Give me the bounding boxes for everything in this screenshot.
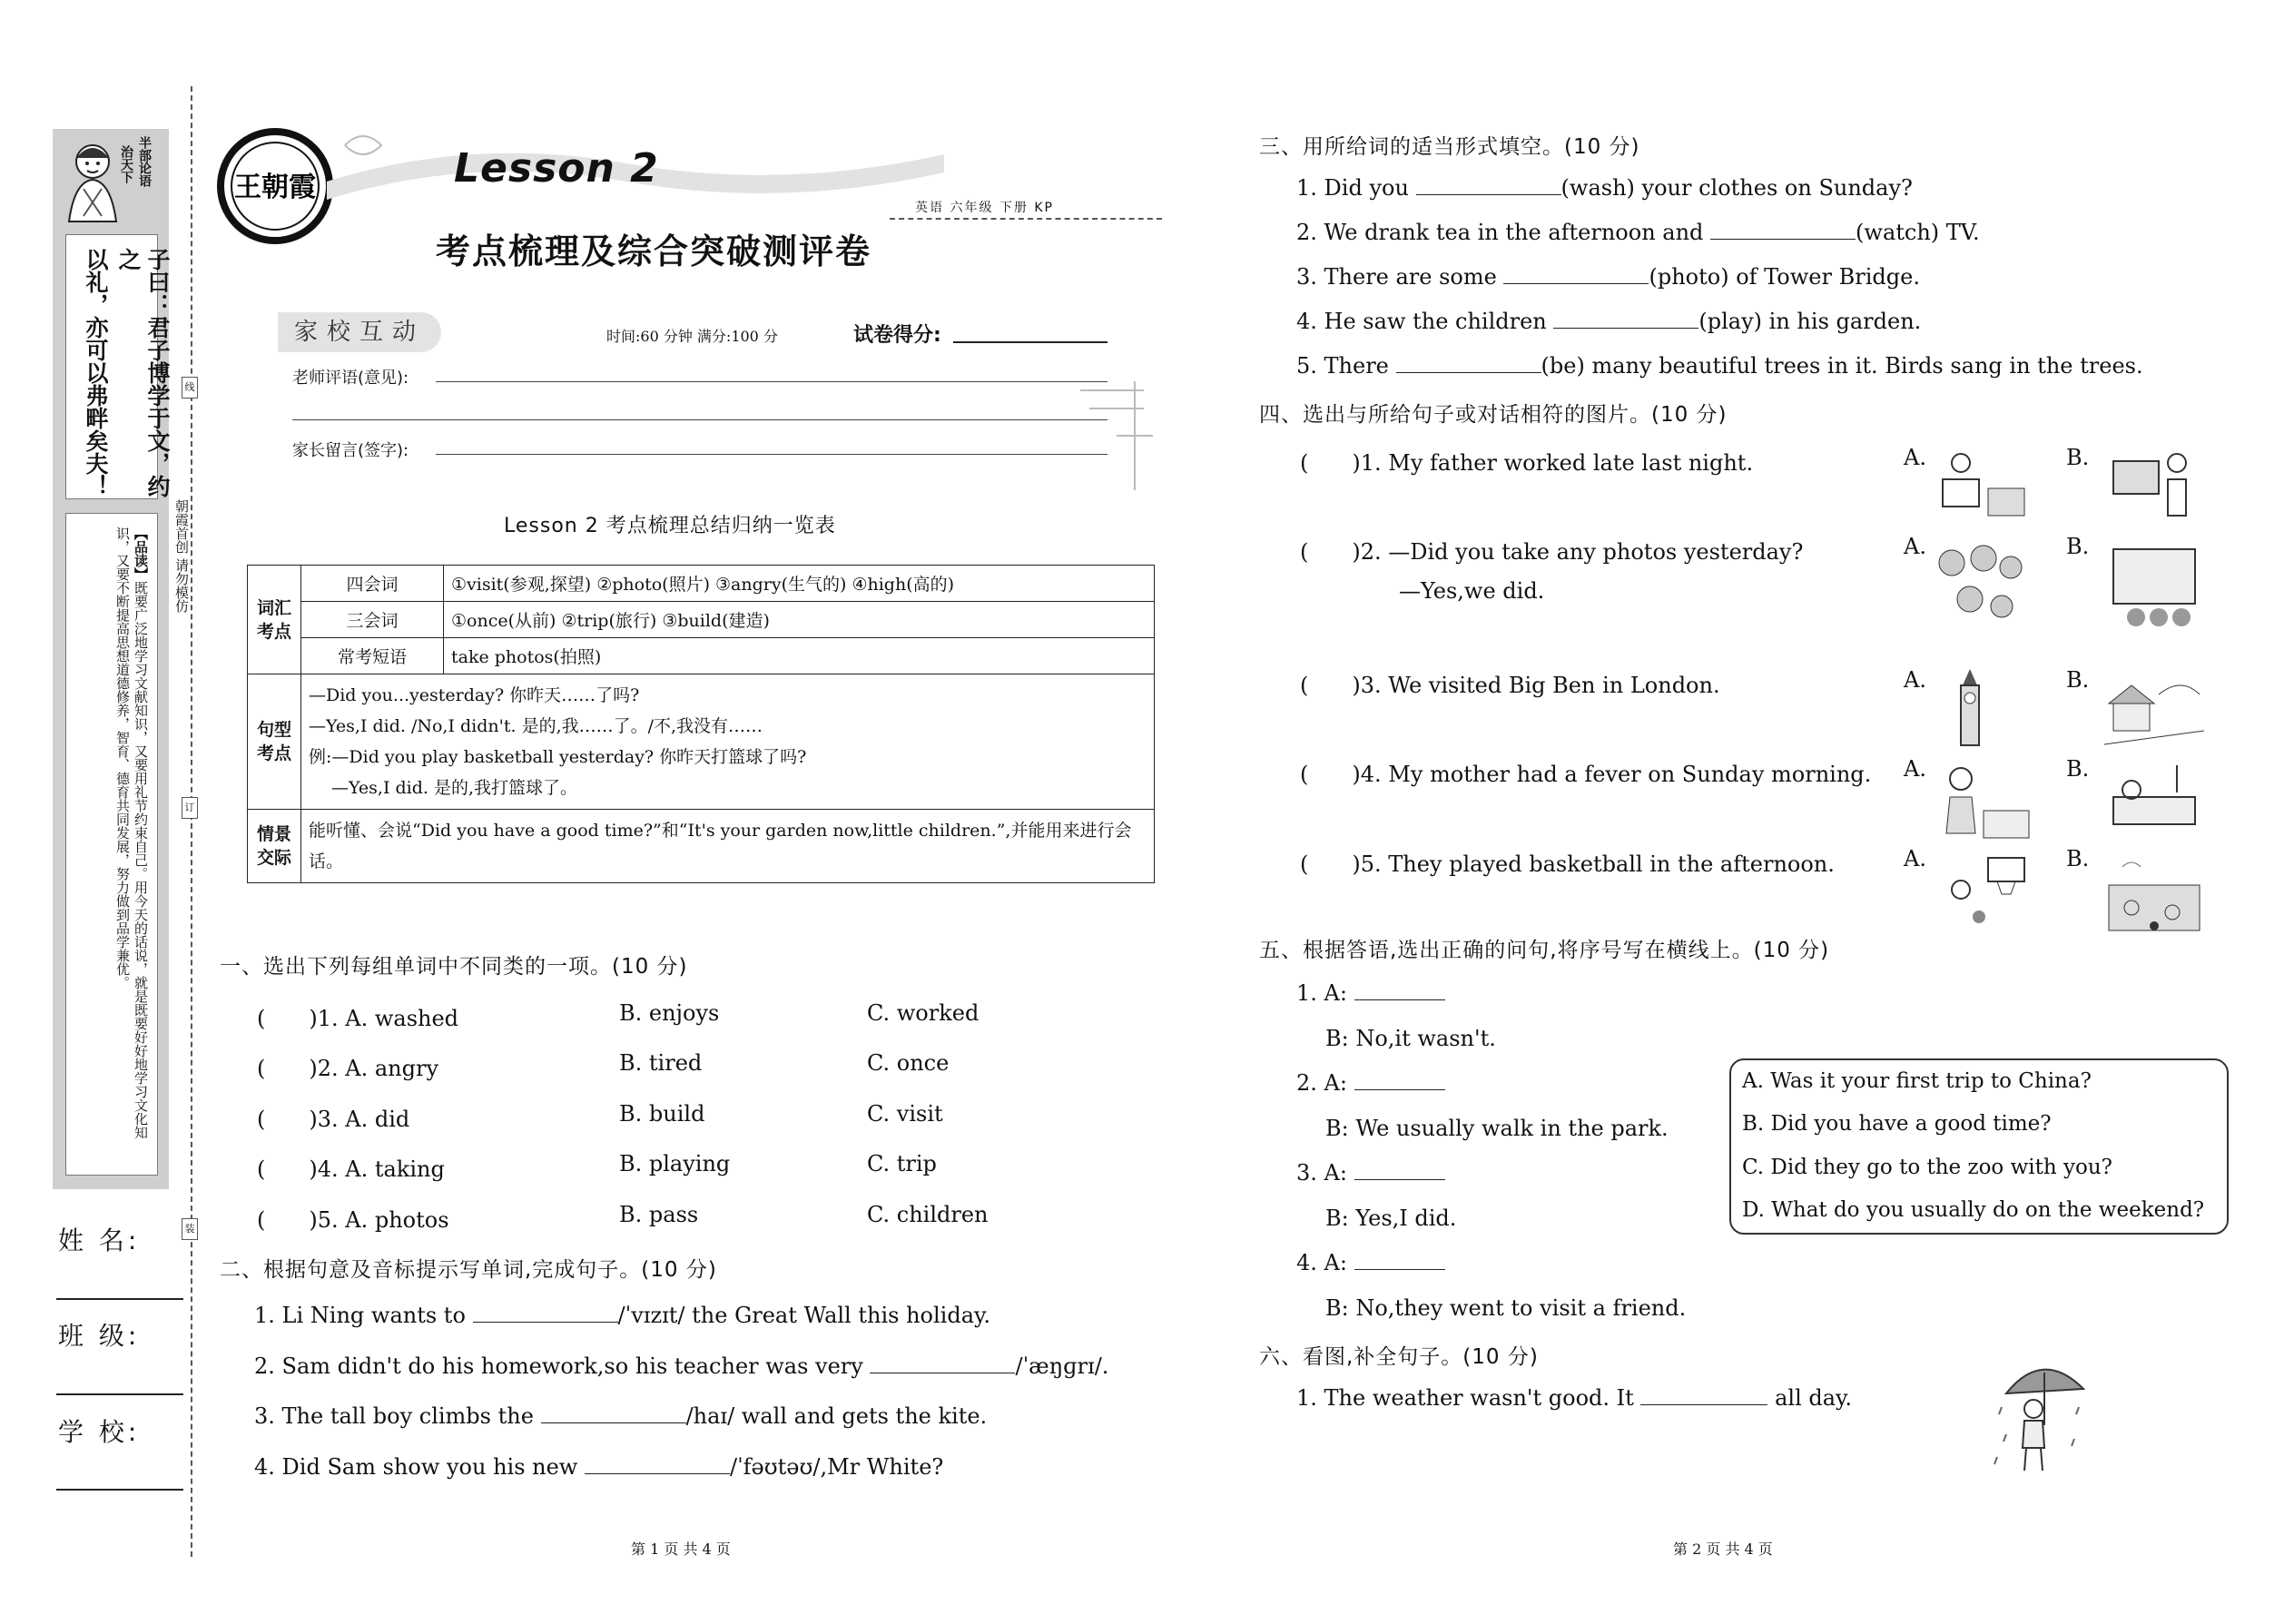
s3-item-2-post: (watch) TV. — [1856, 220, 1980, 245]
option-a: A. Was it your first trip to China? — [1742, 1069, 2092, 1093]
section3-title: 三、用所给词的适当形式填空。(10 分) — [1259, 135, 1640, 159]
time-info: 时间:60 分钟 满分:100 分 — [606, 328, 778, 345]
s1-item-3-c: C. visit — [867, 1101, 943, 1127]
summary-title: Lesson 2 考点梳理总结归纳一览表 — [504, 515, 836, 537]
s5-item-3-blank[interactable] — [1354, 1179, 1445, 1180]
row-content: ①visit(参观,探望) ②photo(照片) ③angry(生气的) ④high(高的) — [444, 566, 1155, 602]
man-working-icon — [1934, 443, 2033, 525]
s1-item-3-b: B. build — [619, 1101, 705, 1127]
score-field[interactable] — [953, 341, 1108, 343]
s3-item-2 — [1296, 220, 1980, 245]
s3-item-3-blank[interactable] — [1503, 283, 1649, 284]
s5-item-1-a-label: 1. A: — [1296, 980, 1347, 1006]
answer-options-box — [1729, 1058, 2229, 1235]
table-row — [248, 674, 1155, 810]
s3-item-5 — [1296, 353, 2143, 379]
s4-item-1-b: B. — [2066, 445, 2090, 470]
teacher-comment-field-2[interactable] — [292, 419, 1108, 420]
s3-item-1-post: (wash) your clothes on Sunday? — [1561, 175, 1913, 201]
s2-item-2-pre: 2. Sam didn't do his homework,so his teacher was very — [254, 1353, 863, 1379]
s1-item-5-c: C. children — [867, 1202, 989, 1227]
s2-item-4-pre: 4. Did Sam show you his new — [254, 1454, 578, 1480]
binding-line — [191, 86, 192, 1557]
table-row — [248, 566, 1155, 602]
pindu-body: 既要广泛地学习文献知识，又要用礼节约束自己。用今天的话说，就是既要好好地学习文化知识，又要不断提高思想道德修养，智育、德育共同发展，努力做到品学兼优。 — [114, 527, 149, 1139]
section4-title: 四、选出与所给句子或对话相符的图片。(10 分) — [1259, 403, 1728, 427]
parent-comment-label: 家长留言(签字): — [292, 441, 409, 460]
s4-item-4-b: B. — [2066, 756, 2090, 782]
s4-item-3-b: B. — [2066, 667, 2090, 693]
s2-item-1-post: /ˈvɪzɪt/ the Great Wall this holiday. — [617, 1303, 991, 1328]
sentence-head: 句型考点 — [248, 674, 301, 810]
boy-umbrella-icon — [1988, 1353, 2097, 1480]
s6-item-1 — [1296, 1385, 1852, 1411]
sentence-line: —Yes,I did. /No,I didn't. 是的,我……了。/不,我没有…… — [309, 716, 763, 736]
s3-item-3-pre: 3. There are some — [1296, 264, 1497, 290]
motto-col2: 以礼，亦可以弗畔矣夫！ — [83, 248, 109, 497]
s3-item-3 — [1296, 264, 1920, 290]
s5-item-4-b: B: No,they went to visit a friend. — [1325, 1295, 1687, 1321]
pindu-box — [65, 513, 158, 1176]
football-field-icon — [2104, 858, 2204, 935]
lesson-title: Lesson 2 — [454, 145, 659, 192]
row-label: 常考短语 — [301, 638, 444, 674]
photo-screen-icon — [2104, 540, 2204, 631]
s1-item-2-c: C. once — [867, 1050, 950, 1076]
s2-item-3-blank[interactable] — [541, 1422, 686, 1423]
scene-head: 情景交际 — [248, 810, 301, 883]
s2-item-4 — [254, 1454, 943, 1480]
s5-item-1-blank[interactable] — [1354, 999, 1445, 1000]
s4-item-2-extra: —Yes,we did. — [1399, 578, 1545, 604]
woman-market-icon — [1934, 761, 2033, 847]
s2-item-2 — [254, 1353, 1108, 1379]
s2-item-3-pre: 3. The tall boy climbs the — [254, 1403, 534, 1429]
s2-item-1-pre: 1. Li Ning wants to — [254, 1303, 466, 1328]
s5-item-3-a — [1296, 1160, 1445, 1186]
grade-info: 英语 六年级 下册 KP — [915, 201, 1054, 215]
row-content: ①once(从前) ②trip(旅行) ③build(建造) — [444, 602, 1155, 638]
s1-item-1-c: C. worked — [867, 1000, 980, 1026]
man-computer-icon — [2104, 443, 2204, 525]
cut-mark-3: 装 — [182, 1218, 198, 1240]
s5-item-2-a — [1296, 1070, 1445, 1096]
home-school-tag: 家校互动 — [278, 312, 441, 352]
pindu-label: 【品读】 — [133, 527, 149, 581]
s2-item-3 — [254, 1403, 987, 1429]
cut-mark-2: 订 — [182, 797, 198, 819]
option-c: C. Did they go to the zoo with you? — [1742, 1156, 2112, 1179]
scene-content: 能听懂、会说“Did you have a good time?”和“It's your garden now,little children.”,并能用来进行会话。 — [301, 810, 1155, 883]
s4-item-3[interactable]: ( )3. We visited Big Ben in London. — [1300, 673, 1720, 698]
s5-item-1-b: B: No,it wasn't. — [1325, 1026, 1496, 1051]
s1-item-4-c: C. trip — [867, 1151, 937, 1176]
s5-item-2-a-label: 2. A: — [1296, 1070, 1347, 1096]
s6-item-1-post: all day. — [1775, 1385, 1853, 1411]
sentence-content — [301, 674, 1155, 810]
page-number-1: 第 1 页 共 4 页 — [631, 1540, 731, 1558]
s1-item-3[interactable]: ( )3. A. did — [257, 1107, 410, 1132]
name-label: 姓 名: — [58, 1225, 141, 1255]
row-content: take photos(拍照) — [444, 638, 1155, 674]
s5-item-2-b: B: We usually walk in the park. — [1325, 1116, 1669, 1141]
s3-item-3-post: (photo) of Tower Bridge. — [1649, 264, 1920, 290]
s3-item-1-pre: 1. Did you — [1296, 175, 1409, 201]
school-label: 学 校: — [58, 1417, 141, 1447]
summary-table — [247, 565, 1155, 883]
s3-item-5-post: (be) many beautiful trees in it. Birds sang in the trees. — [1541, 353, 2143, 379]
option-b: B. Did you have a good time? — [1742, 1112, 2052, 1136]
s3-item-4 — [1296, 309, 1921, 334]
table-row — [248, 638, 1155, 674]
section1-title: 一、选出下列每组单词中不同类的一项。(10 分) — [220, 955, 688, 979]
s3-item-2-blank[interactable] — [1710, 239, 1856, 240]
name-field[interactable] — [56, 1298, 183, 1300]
s3-item-1 — [1296, 175, 1913, 201]
parent-comment-field[interactable] — [436, 454, 1108, 455]
s2-item-2-post: /ˈæŋɡrɪ/. — [1015, 1353, 1109, 1379]
s4-item-5-a: A. — [1904, 846, 1926, 871]
children-group-icon — [1929, 536, 2029, 631]
option-d: D. What do you usually do on the weekend? — [1742, 1198, 2205, 1222]
s3-item-2-pre: 2. We drank tea in the afternoon and — [1296, 220, 1704, 245]
side-title: 半部论语 — [137, 136, 152, 187]
s5-item-4-a-label: 4. A: — [1296, 1250, 1347, 1275]
section5-title: 五、根据答语,选出正确的问句,将序号写在横线上。(10 分) — [1259, 939, 1830, 962]
page-number-2: 第 2 页 共 4 页 — [1673, 1540, 1773, 1558]
s1-item-4[interactable]: ( )4. A. taking — [257, 1156, 445, 1182]
s5-item-1-a — [1296, 980, 1445, 1006]
s2-item-3-post: /haɪ/ wall and gets the kite. — [685, 1403, 988, 1429]
school-field[interactable] — [56, 1489, 183, 1491]
s3-item-5-pre: 5. There — [1296, 353, 1389, 379]
s1-item-5[interactable]: ( )5. A. photos — [257, 1207, 449, 1233]
class-field[interactable] — [56, 1393, 183, 1395]
s5-item-2-blank[interactable] — [1354, 1089, 1445, 1090]
s1-item-4-b: B. playing — [619, 1151, 731, 1176]
row-label: 四会词 — [301, 566, 444, 602]
s6-item-1-blank[interactable] — [1640, 1404, 1767, 1405]
s5-item-4-a — [1296, 1250, 1445, 1275]
town-street-icon — [2104, 667, 2204, 749]
s4-item-4[interactable]: ( )4. My mother had a fever on Sunday morning. — [1300, 762, 1872, 787]
grade-divider — [890, 218, 1162, 220]
row-label: 三会词 — [301, 602, 444, 638]
s5-item-3-b: B: Yes,I did. — [1325, 1206, 1457, 1231]
big-ben-icon — [1943, 667, 1997, 749]
section2-title: 二、根据句意及音标提示写单词,完成句子。(10 分) — [220, 1258, 717, 1282]
motto-box — [65, 234, 171, 499]
teacher-comment-label: 老师评语(意见): — [292, 369, 409, 388]
basketball-icon — [1934, 853, 2033, 935]
s1-item-1[interactable]: ( )1. A. washed — [257, 1006, 459, 1031]
s5-item-3-a-label: 3. A: — [1296, 1160, 1347, 1186]
s3-item-1-blank[interactable] — [1416, 194, 1561, 195]
s1-item-2[interactable]: ( )2. A. angry — [257, 1056, 439, 1081]
s3-item-5-blank[interactable] — [1396, 372, 1541, 373]
cut-mark-1: 线 — [182, 377, 198, 399]
s2-item-1 — [254, 1303, 990, 1328]
class-label: 班 级: — [58, 1321, 141, 1351]
decor-lines — [1071, 381, 1153, 490]
s6-item-1-pre: 1. The weather wasn't good. It — [1296, 1385, 1634, 1411]
s1-item-5-b: B. pass — [619, 1202, 699, 1227]
s3-item-4-blank[interactable] — [1553, 328, 1698, 329]
s2-item-1-blank[interactable] — [473, 1322, 618, 1323]
s4-item-1-a: A. — [1904, 445, 1926, 470]
sentence-line: 例:—Did you play basketball yesterday? 你昨天打篮球了吗? — [309, 747, 807, 767]
motto-col1: 子曰：君子博学于文，约之 — [115, 248, 171, 497]
s4-item-1[interactable]: ( )1. My father worked late last night. — [1300, 450, 1754, 476]
main-title: 考点梳理及综合突破测评卷 — [436, 231, 872, 271]
s1-item-1-b: B. enjoys — [619, 1000, 720, 1026]
s4-item-2[interactable]: ( )2. —Did you take any photos yesterday? — [1300, 539, 1804, 565]
side-vertical-note: 朝霞首创 请勿模仿 — [173, 499, 190, 613]
s3-item-4-post: (play) in his garden. — [1698, 309, 1922, 334]
s2-item-4-post: /ˈfəʊtəʊ/,Mr White? — [729, 1454, 944, 1480]
table-row — [248, 810, 1155, 883]
s4-item-5-b: B. — [2066, 846, 2090, 871]
logo-text: 王朝霞 — [234, 172, 316, 203]
s5-item-4-blank[interactable] — [1354, 1269, 1445, 1270]
woman-bed-icon — [2104, 761, 2204, 833]
table-row — [248, 602, 1155, 638]
s1-item-2-b: B. tired — [619, 1050, 703, 1076]
teacher-comment-field[interactable] — [436, 381, 1108, 382]
sentence-line: —Did you...yesterday? 你昨天……了吗? — [309, 685, 640, 705]
s4-item-2-b: B. — [2066, 534, 2090, 559]
s4-item-4-a: A. — [1904, 756, 1926, 782]
sentence-line: —Yes,I did. 是的,我打篮球了。 — [309, 778, 578, 798]
s2-item-4-blank[interactable] — [585, 1473, 730, 1474]
s4-item-5[interactable]: ( )5. They played basketball in the afternoon. — [1300, 851, 1835, 877]
section6-title: 六、看图,补全句子。(10 分) — [1259, 1345, 1539, 1369]
s4-item-2-a: A. — [1904, 534, 1926, 559]
score-label: 试卷得分: — [853, 324, 941, 347]
side-title-2: 治天下 — [119, 145, 133, 183]
s4-item-3-a: A. — [1904, 667, 1926, 693]
vocab-head: 词汇考点 — [248, 566, 301, 674]
pindu-text — [75, 527, 150, 1162]
s3-item-4-pre: 4. He saw the children — [1296, 309, 1547, 334]
brand-logo — [216, 127, 334, 245]
